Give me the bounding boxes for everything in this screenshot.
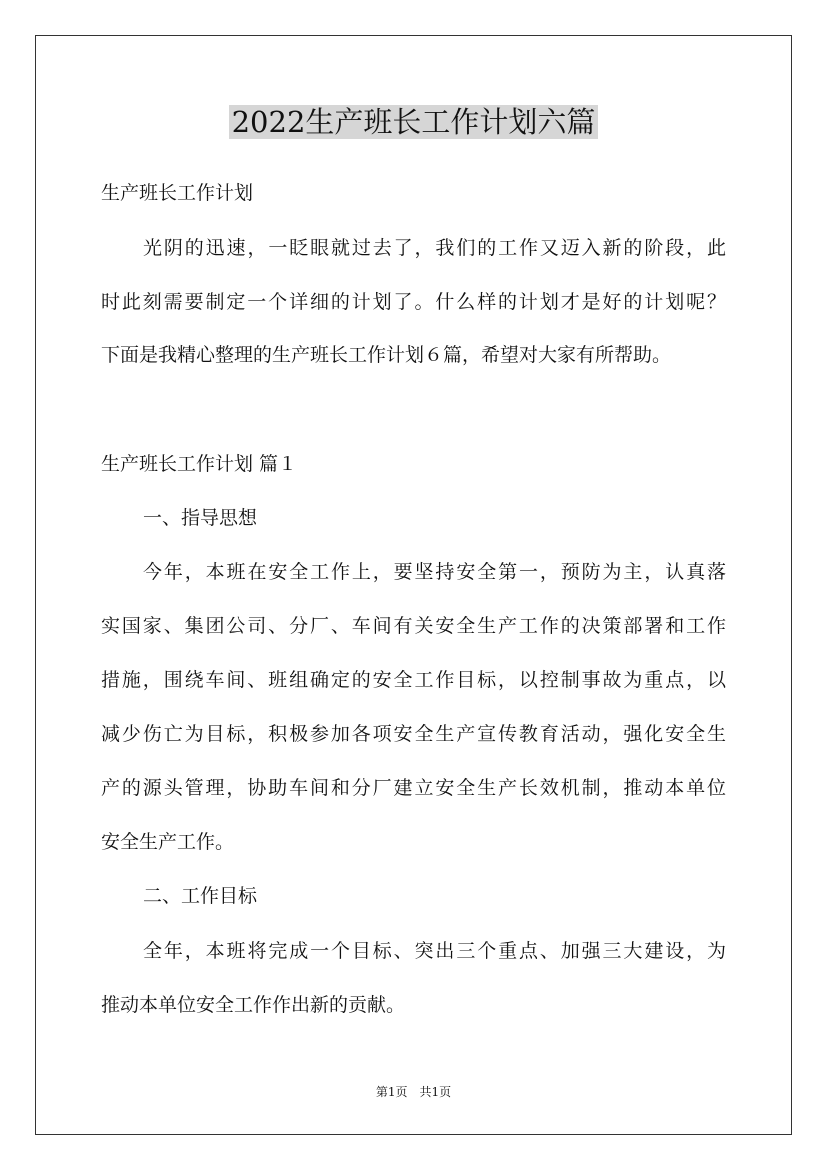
- subheading-work-goals: 二、工作目标: [143, 885, 258, 907]
- paragraph-1-line-5: 产的源头管理，协助车间和分厂建立安全生产长效机制，推动本单位: [101, 777, 726, 799]
- paragraph-1-line-6: 安全生产工作。: [101, 831, 235, 853]
- document-heading: 生产班长工作计划: [101, 182, 254, 204]
- document-title-text: 2022生产班长工作计划六篇: [229, 105, 599, 139]
- paragraph-1-line-2: 实国家、集团公司、分厂、车间有关安全生产工作的决策部署和工作: [101, 615, 726, 637]
- document-title: [0, 102, 827, 142]
- subheading-guiding-ideology: 一、指导思想: [143, 507, 258, 529]
- paragraph-1-line-1: 今年，本班在安全工作上，要坚持安全第一，预防为主，认真落: [143, 561, 726, 583]
- section-title: 生产班长工作计划 篇１: [101, 453, 298, 475]
- intro-line-2: 时此刻需要制定一个详细的计划了。什么样的计划才是好的计划呢？: [101, 291, 726, 313]
- paragraph-2-line-1: 全年，本班将完成一个目标、突出三个重点、加强三大建设，为: [143, 940, 726, 962]
- intro-line-1: 光阴的迅速，一眨眼就过去了，我们的工作又迈入新的阶段，此: [143, 237, 726, 259]
- paragraph-1-line-4: 减少伤亡为目标，积极参加各项安全生产宣传教育活动，强化安全生: [101, 723, 726, 745]
- paragraph-1-line-3: 措施，围绕车间、班组确定的安全工作目标，以控制事故为重点，以: [101, 669, 726, 691]
- page-footer: 第1页 共1页: [375, 1085, 452, 1099]
- paragraph-2-line-2: 推动本单位安全工作作出新的贡献。: [101, 994, 406, 1016]
- intro-line-3: 下面是我精心整理的生产班长工作计划６篇，希望对大家有所帮助。: [101, 344, 672, 366]
